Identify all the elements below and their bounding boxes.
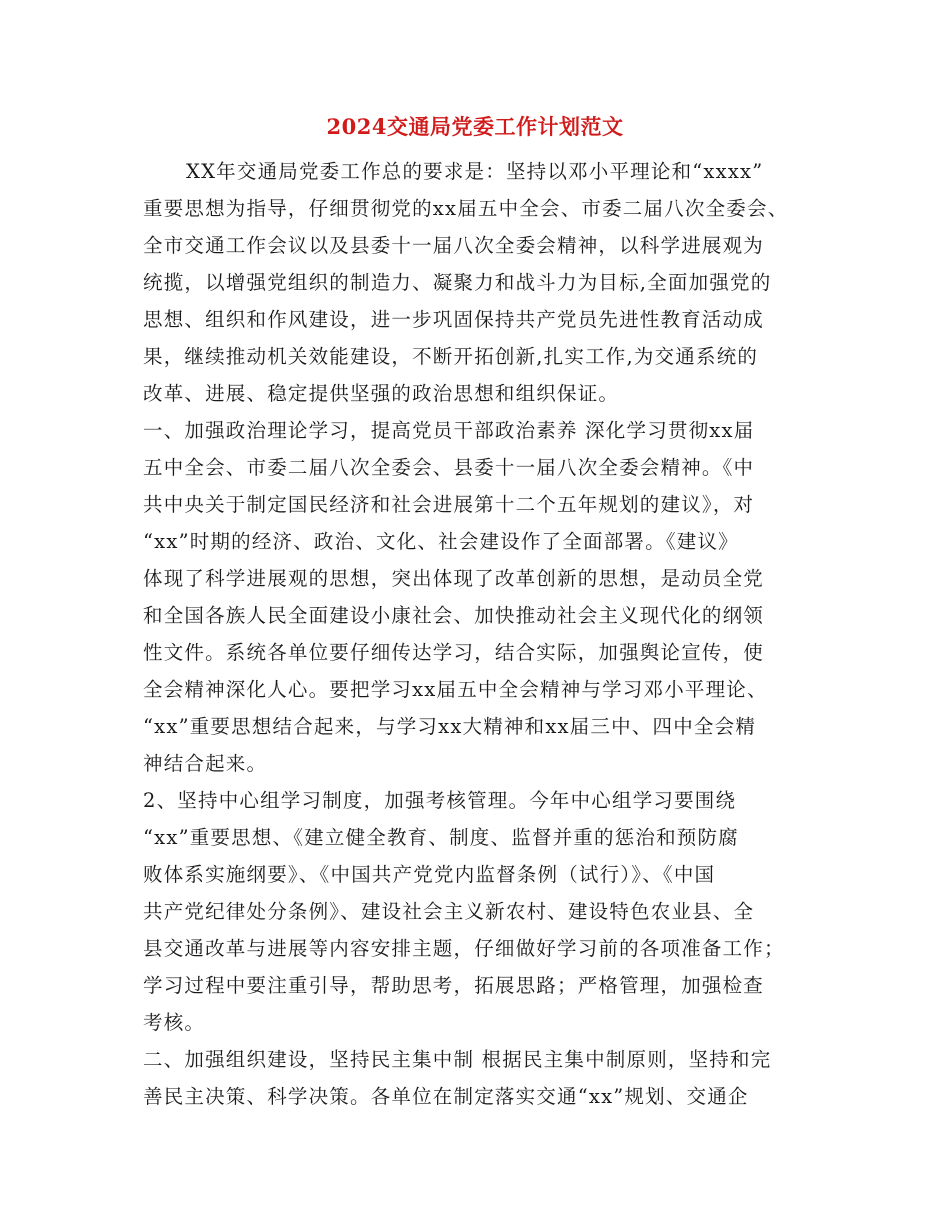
body-line: 二、加强组织建设，坚持民主集中制 根据民主集中制原则，坚持和完 [143,1048,772,1071]
body-line: XX年交通局党委工作总的要求是：坚持以邓小平理论和“xxxx” [186,160,764,183]
body-line: 全会精神深化人心。要把学习xx届五中全会精神与学习邓小平理论、 [143,678,768,701]
body-line: 重要思想为指导，仔细贯彻党的xx届五中全会、市委二届八次全委会、 [143,197,789,220]
body-line: 果，继续推动机关效能建设，不断开拓创新,扎实工作,为交通系统的 [143,345,759,368]
body-line: 神结合起来。 [143,752,268,775]
body-line: “xx”重要思想、《建立健全教育、制度、监督并重的惩治和预防腐 [143,826,739,849]
body-line: 共中央关于制定国民经济和社会进展第十二个五年规划的建议》，对 [143,493,755,516]
body-line: 县交通改革与进展等内容安排主题，仔细做好学习前的各项准备工作； [143,937,785,960]
body-line: “xx”重要思想结合起来，与学习xx大精神和xx届三中、四中全会精 [143,715,757,738]
body-line: 考核。 [143,1011,206,1034]
body-line: 体现了科学进展观的思想，突出体现了改革创新的思想，是动员全党 [143,567,765,590]
body-line: 改革、进展、稳定提供坚强的政治思想和组织保证。 [143,382,620,405]
body-line: 败体系实施纲要》、《中国共产党党内监督条例（试行）》、《中国 [143,863,716,886]
body-line: 五中全会、市委二届八次全委会、县委十一届八次全委会精神。《中 [143,456,755,479]
body-line: 学习过程中要注重引导，帮助思考，拓展思路；严格管理，加强检查 [143,974,765,997]
body-line: 共产党纪律处分条例》、建设社会主义新农村、建设特色农业县、全 [143,900,755,923]
body-line: 思想、组织和作风建设，进一步巩固保持共产党员先进性教育活动成 [143,308,765,331]
body-line: 善民主决策、科学决策。各单位在制定落实交通“xx”规划、交通企 [143,1085,749,1108]
body-line: “xx”时期的经济、政治、文化、社会建设作了全面部署。《建议》 [143,530,739,553]
document-title: 2024交通局党委工作计划范文 [326,114,624,139]
body-line: 一、加强政治理论学习，提高党员干部政治素养 深化学习贯彻xx届 [143,419,755,442]
body-line: 性文件。系统各单位要仔细传达学习，结合实际，加强舆论宣传，使 [143,641,765,664]
body-line: 全市交通工作会议以及县委十一届八次全委会精神，以科学进展观为 [143,234,765,257]
body-line: 和全国各族人民全面建设小康社会、加快推动社会主义现代化的纲领 [143,604,765,627]
body-line: 2、坚持中心组学习制度，加强考核管理。今年中心组学习要围绕 [143,789,737,812]
body-line: 统揽，以增强党组织的制造力、凝聚力和战斗力为目标,全面加强党的 [143,271,772,294]
